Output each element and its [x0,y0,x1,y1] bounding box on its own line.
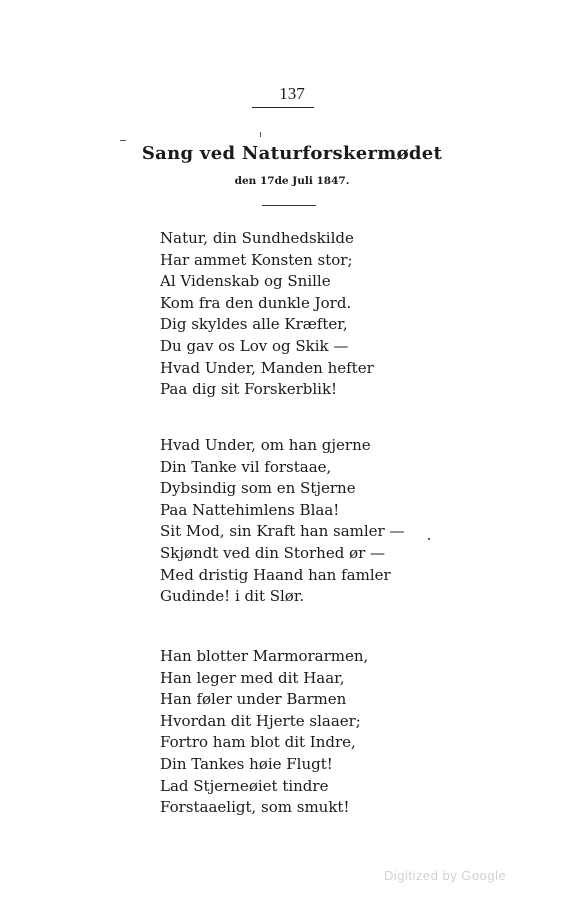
verse-line: Hvordan dit Hjerte slaaer; [160,711,361,730]
verse-line: Har ammet Konsten stor; [160,250,353,269]
title-divider [262,205,316,206]
verse-line: Gudinde! i dit Slør. [160,587,305,606]
page-number-rule [252,107,314,108]
poem-date: den 17de Juli 1847. [234,175,350,187]
verse-line: Paa dig sit Forskerblik! [160,380,338,399]
margin-speck [428,538,430,540]
stanza-3 [160,646,460,819]
verse-line: Forstaaeligt, som smukt! [160,798,350,817]
verse-line: Al Videnskab og Snille [160,272,331,291]
verse-line: Han føler under Barmen [160,690,347,709]
verse-line: Sit Mod, sin Kraft han samler — [160,522,405,541]
margin-speck [120,140,126,141]
digitization-watermark: Digitized by Google [384,868,507,883]
verse-line: Du gav os Lov og Skik — [160,336,349,355]
verse-line: Med dristig Haand han famler [160,565,391,584]
verse-line: Dig skyldes alle Kræfter, [160,315,348,334]
verse-line: Fortro ham blot dit Indre, [160,733,356,752]
verse-line: Han blotter Marmorarmen, [160,647,369,665]
verse-line: Din Tankes høie Flugt! [160,754,333,773]
verse-line: Skjøndt ved din Storhed ør — [160,543,386,562]
poem-title: Sang ved Naturforskermødet [141,143,443,164]
verse-line: Kom fra den dunkle Jord. [160,293,352,312]
verse-line: Han leger med dit Haar, [160,668,345,687]
verse-line: Lad Stjerneøiet tindre [160,776,329,795]
stanza-2 [160,435,460,608]
page-number: 137 [279,84,305,103]
stanza-1 [160,228,460,401]
verse-line: Din Tanke vil forstaae, [160,457,332,476]
verse-line: Hvad Under, Manden hefter [160,358,374,377]
margin-speck [260,132,261,137]
verse-line: Natur, din Sundhedskilde [160,229,354,247]
verse-line: Paa Nattehimlens Blaa! [160,500,340,519]
verse-line: Dybsindig som en Stjerne [160,479,356,498]
verse-line: Hvad Under, om han gjerne [160,436,371,454]
